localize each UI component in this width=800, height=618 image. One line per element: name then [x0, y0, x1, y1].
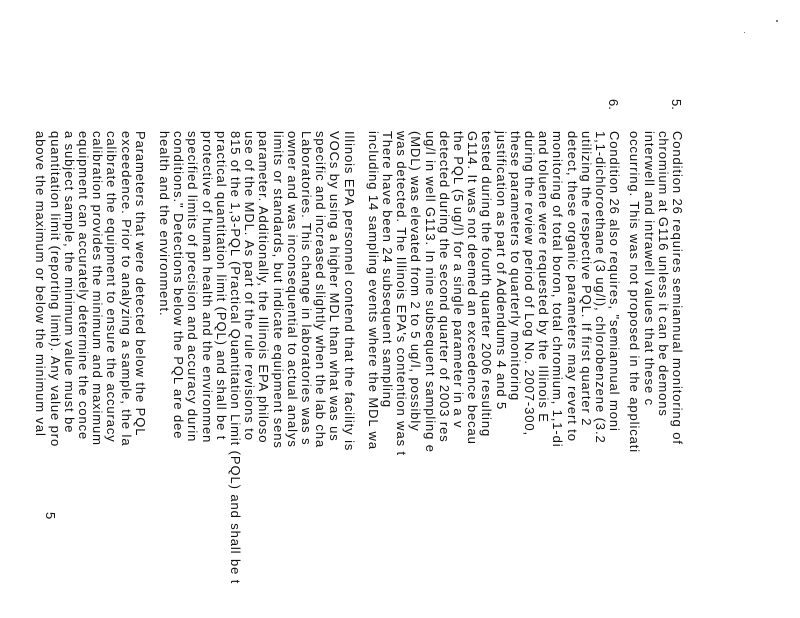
paragraph-text-line: parameter. Additionally, the Illinois EPA philoso — [256, 131, 272, 444]
item-6-text-line: the PQL (5 ug/l) for a single parameter in a v — [451, 131, 466, 429]
item-5-text-line: chromium at G116 unless it can be demons — [655, 131, 671, 417]
paragraph-text-line: conditions." Detections below the PQL are dee — [171, 131, 187, 440]
paragraph-text-line: above the maximum or below the minimum val — [33, 131, 49, 437]
paragraph-text-line: health and the environment. — [157, 131, 172, 317]
paragraph-text-line: protective of human health and the environmen — [199, 131, 215, 444]
paragraph-text-line: calibration provides the minimum and maximum — [90, 131, 106, 446]
paragraph-text-line: VOCs by using a higher MDL than what was us — [327, 131, 343, 442]
paragraph-text-line: 815 of the 1,3-PQL (Practical Quantitation Limit (PQL) and shall be t — [228, 131, 243, 585]
paragraph-text-line: specified limits of precision and accuracy durin — [185, 131, 201, 443]
item-6-text-line: monitoring of total boron, total chromium, 1,1-di — [550, 131, 566, 448]
item-6-text-line: during the review period of Log No. 2007-300, — [522, 131, 537, 437]
list-item-number: 5. — [669, 99, 684, 110]
item-6-text-line: utilizing the respective PQL. If first quarter 2 — [578, 131, 594, 427]
item-5-text-line: occurring. This was not proposed in the applicati — [627, 131, 643, 454]
item-6-text-line: was detected. The Illinois EPA's contention was t — [394, 131, 410, 457]
paragraph-text-line: practical quantitation limit (PQL) and shall be t — [213, 131, 229, 441]
item-6-text-line: and toluene were requested by the Illinois E — [536, 131, 552, 423]
item-6-text-line: 1,1-dichloroethane (3 ug/l), chlorobenzene (3.2 — [593, 131, 608, 444]
scan-speck — [744, 32, 745, 33]
item-6-text-line: justification as part of Addendums 4 and 5 — [493, 131, 509, 411]
item-5-text-line: Condition 26 requires semiannual monitoring of — [670, 131, 685, 445]
item-6-text-line: (MDL) was elevated from 2 to 5 ug/l, possibly — [408, 131, 424, 432]
item-6-text-line: these parameters to quarterly monitoring — [507, 131, 523, 402]
item-6-text-line: G114. It was not deemed an exceedence becau — [465, 131, 481, 445]
paragraph-text-line: exceedence. Prior to analyzing a sample, the la — [118, 131, 134, 447]
item-5-text-line: interwell and intrawell values that these c — [641, 131, 657, 406]
paragraph-text-line: a subject sample, the minimum value must be — [61, 131, 77, 434]
item-6-text-line: There have been 24 subsequent sampling — [380, 131, 395, 409]
paragraph-text-line: use of the MDL. As part of the rule revisions to — [242, 131, 258, 441]
item-6-text-line: Condition 26 also requires, "semiannual moni — [607, 131, 623, 432]
paragraph-text-line: equipment can accurately determine the conce — [76, 131, 91, 441]
paragraph-text-line: calibrate the equipment to ensure the accuracy — [104, 131, 120, 443]
paragraph-text-line: quantitation limit (reporting limit). Any value pro — [47, 131, 63, 448]
paragraph-text-line: Parameters that were detected below the PQL — [132, 131, 148, 437]
paragraph-text-line: specific and increased slightly when the lab cha — [313, 131, 329, 449]
paragraph-text-line: Illinois EPA personnel contend that the facility is — [341, 131, 357, 452]
list-item-number: 6. — [606, 99, 622, 110]
page-number: 5 — [43, 512, 58, 520]
item-6-text-line: tested during the fourth quarter 2006 resulting — [479, 131, 495, 438]
paragraph-text-line: Laboratories. This change in laboratories was s — [299, 131, 314, 446]
scan-speck — [776, 20, 778, 22]
item-6-text-line: including 14 sampling events where the MDL wa — [365, 131, 381, 450]
paragraph-text-line: owner and was inconsequential to actual analys — [284, 131, 300, 448]
item-6-text-line: ug/l in well G113. In nine subsequent sampling e — [422, 131, 438, 453]
item-6-text-line: detect, these organic parameters may revert to — [564, 131, 580, 442]
item-6-text-line: detected during the second quarter of 2003 res — [436, 131, 452, 443]
paragraph-text-line: limits or standards, but indicate equipment sens — [270, 131, 286, 449]
